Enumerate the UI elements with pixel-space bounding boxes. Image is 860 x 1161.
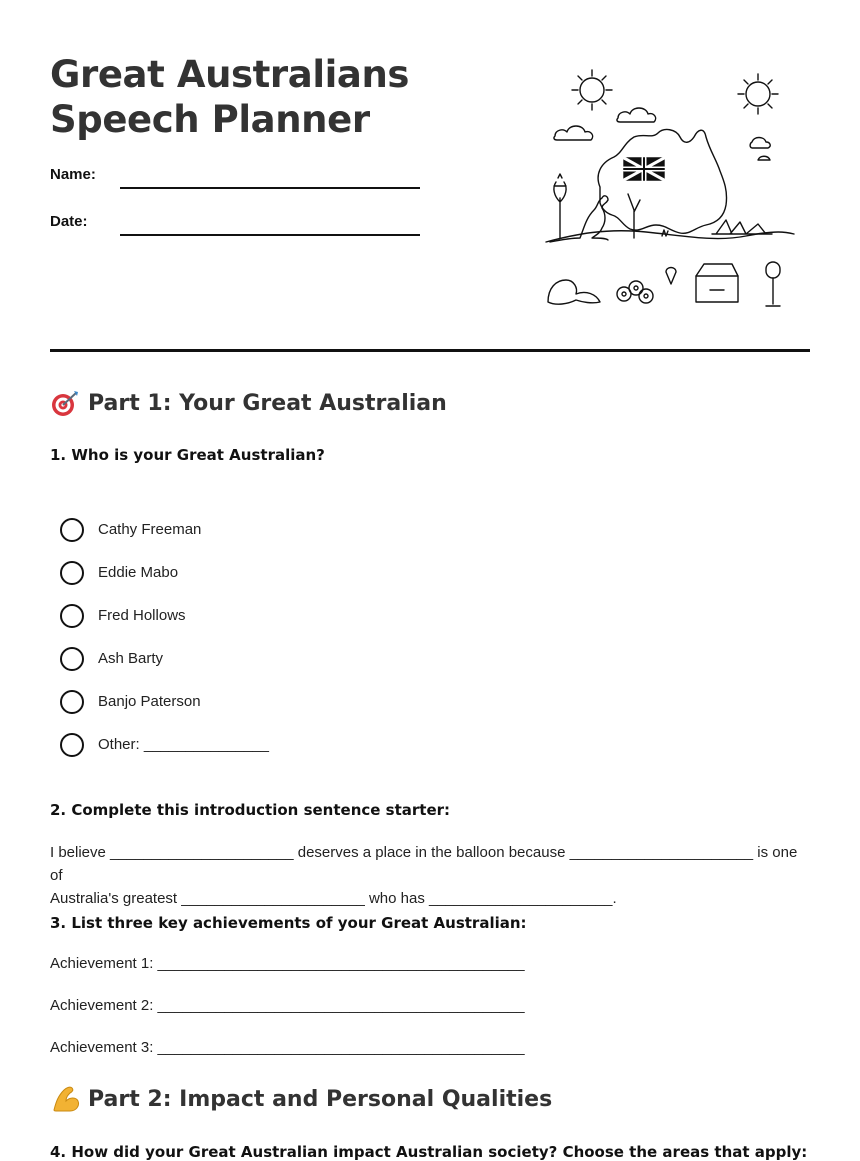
date-label: Date: — [50, 213, 88, 230]
target-dart-icon — [50, 388, 80, 418]
achievement-2-field[interactable]: Achievement 2: ____________________________________________ — [50, 997, 525, 1014]
option-label: Other: _______________ — [98, 736, 269, 753]
question-1: 1. Who is your Great Australian? — [50, 446, 325, 464]
cloud-icon — [750, 138, 770, 149]
microphone-icon — [766, 262, 780, 306]
option-banjo-paterson[interactable] — [60, 680, 269, 723]
question-2: 2. Complete this introduction sentence starter: — [50, 801, 451, 819]
radio-button[interactable] — [60, 518, 84, 542]
cloud-icon — [617, 108, 656, 122]
option-label: Banjo Paterson — [98, 693, 201, 710]
name-label: Name: — [50, 166, 96, 183]
title-line-1: Great Australians — [50, 53, 410, 96]
option-eddie-mabo[interactable] — [60, 551, 269, 594]
option-label: Eddie Mabo — [98, 564, 179, 581]
cloud-icon — [758, 156, 770, 160]
part2-heading — [50, 1084, 552, 1114]
union-jack-icon — [624, 158, 664, 180]
sun-icon — [572, 70, 612, 110]
option-label: Cathy Freeman — [98, 521, 202, 538]
question-3: 3. List three key achievements of your Great Australian: — [50, 914, 527, 932]
flexed-biceps-icon — [50, 1084, 80, 1114]
box-icon — [696, 264, 738, 302]
radio-button[interactable] — [60, 690, 84, 714]
option-label: Ash Barty — [98, 650, 164, 667]
option-label: Fred Hollows — [98, 607, 186, 624]
flowers-icon — [617, 281, 653, 303]
radio-button[interactable] — [60, 604, 84, 628]
ground-line — [546, 231, 794, 242]
great-australian-options — [60, 508, 269, 766]
title-line-2: Speech Planner — [50, 98, 370, 141]
option-other[interactable] — [60, 723, 269, 766]
sentence-line-2: Australia's greatest ______________________ who has ______________________. — [50, 890, 617, 907]
option-cathy-freeman[interactable] — [60, 508, 269, 551]
tree-icon — [554, 174, 566, 238]
australia-illustration — [540, 62, 800, 314]
part1-heading — [50, 388, 447, 418]
radio-button[interactable] — [60, 647, 84, 671]
opera-house-icon — [712, 220, 772, 234]
sentence-starter — [50, 841, 810, 910]
page-title — [50, 52, 409, 142]
achievement-1-field[interactable]: Achievement 1: ____________________________________________ — [50, 955, 525, 972]
part2-heading-text: Part 2: Impact and Personal Qualities — [88, 1086, 553, 1112]
option-ash-barty[interactable] — [60, 637, 269, 680]
grass-icon — [662, 230, 668, 236]
part1-heading-text: Part 1: Your Great Australian — [88, 390, 447, 416]
date-field[interactable] — [120, 234, 420, 236]
radio-button[interactable] — [60, 561, 84, 585]
achievement-3-field[interactable]: Achievement 3: ____________________________________________ — [50, 1039, 525, 1056]
sentence-line-1: I believe ______________________ deserves a place in the balloon because ______________________ is one of — [50, 844, 798, 884]
sun-icon — [738, 74, 778, 114]
ice-cream-icon — [666, 268, 676, 285]
question-4: 4. How did your Great Australian impact Australian society? Choose the areas that apply: — [50, 1143, 808, 1161]
option-fred-hollows[interactable] — [60, 594, 269, 637]
platypus-icon — [548, 280, 600, 304]
cloud-icon — [554, 126, 593, 140]
name-field[interactable] — [120, 187, 420, 189]
australia-map — [598, 130, 726, 234]
radio-button[interactable] — [60, 733, 84, 757]
section-divider — [50, 349, 810, 352]
